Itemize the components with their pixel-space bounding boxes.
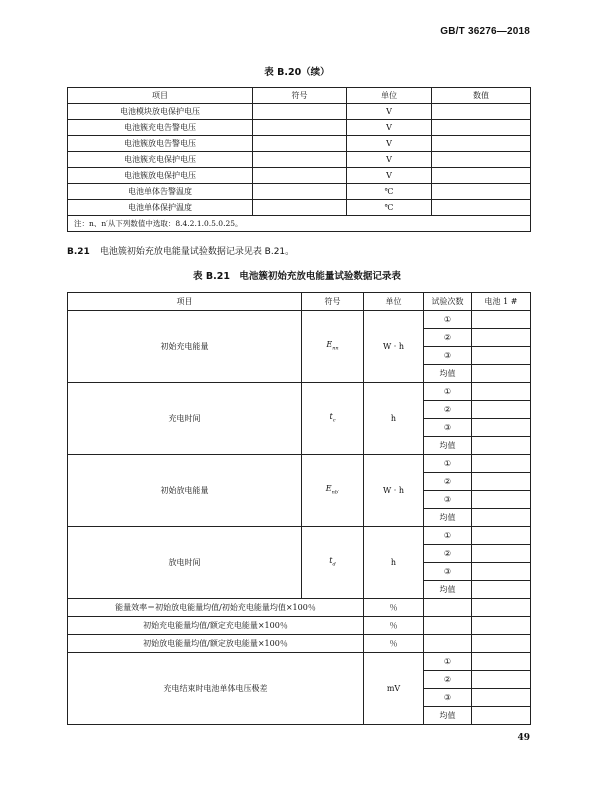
table-header-row — [68, 293, 531, 311]
table-b21 — [67, 292, 531, 725]
table-row — [68, 527, 531, 545]
unit-cell: h — [364, 383, 424, 455]
trial-cell: ② — [424, 545, 472, 563]
value-cell — [432, 168, 531, 184]
value-cell — [472, 401, 531, 419]
item-cell: 电池簇充电保护电压 — [68, 152, 253, 168]
unit-cell: ％ — [364, 635, 424, 653]
item-cell: 初始充电能量 — [68, 311, 302, 383]
trial-cell: ② — [424, 671, 472, 689]
item-cell: 初始放电能量 — [68, 455, 302, 527]
table-row — [68, 136, 531, 152]
table-row — [68, 653, 531, 671]
symbol-cell: $t_c$ — [302, 383, 364, 455]
value-cell — [432, 136, 531, 152]
trial-cell: ③ — [424, 419, 472, 437]
trial-cell: ① — [424, 311, 472, 329]
clause-number: B.21 — [67, 247, 90, 257]
value-cell — [432, 184, 531, 200]
trial-cell: ② — [424, 401, 472, 419]
value-cell — [432, 104, 531, 120]
value-cell — [472, 671, 531, 689]
unit-cell: mV — [364, 653, 424, 725]
column-header: 试验次数 — [424, 293, 472, 311]
symbol-cell — [253, 152, 347, 168]
table-note-row — [68, 216, 531, 232]
trial-cell: ③ — [424, 689, 472, 707]
value-cell — [472, 599, 531, 617]
value-cell — [472, 617, 531, 635]
trial-cell: ① — [424, 383, 472, 401]
unit-cell: V — [347, 104, 432, 120]
table-b20-caption: 表 B.20（续） — [264, 67, 330, 78]
value-cell — [472, 437, 531, 455]
value-cell — [472, 545, 531, 563]
column-header: 数值 — [432, 88, 531, 104]
value-cell — [472, 311, 531, 329]
unit-cell: V — [347, 152, 432, 168]
value-cell — [432, 152, 531, 168]
table-row — [68, 455, 531, 473]
trial-cell: ③ — [424, 491, 472, 509]
value-cell — [472, 635, 531, 653]
value-cell — [472, 455, 531, 473]
column-header: 符号 — [302, 293, 364, 311]
item-cell: 放电时间 — [68, 527, 302, 599]
symbol-cell — [253, 168, 347, 184]
item-cell: 电池簇充电告警电压 — [68, 120, 253, 136]
value-cell — [472, 707, 531, 725]
symbol-cell — [253, 120, 347, 136]
unit-cell: V — [347, 136, 432, 152]
unit-cell: V — [347, 168, 432, 184]
value-cell — [472, 419, 531, 437]
value-cell — [472, 527, 531, 545]
item-cell: 初始充电能量均值/额定充电能量×100％ — [68, 617, 364, 635]
value-cell — [472, 383, 531, 401]
value-cell — [472, 509, 531, 527]
value-cell — [472, 581, 531, 599]
trial-cell: ① — [424, 527, 472, 545]
column-header: 电池 1 # — [472, 293, 531, 311]
symbol-cell — [253, 184, 347, 200]
value-cell — [472, 365, 531, 383]
value-cell — [432, 120, 531, 136]
trial-cell: ③ — [424, 347, 472, 365]
value-cell — [432, 200, 531, 216]
table-header-row — [68, 88, 531, 104]
value-cell — [472, 653, 531, 671]
symbol-cell — [253, 200, 347, 216]
page-number: 49 — [517, 733, 530, 743]
trial-cell: ③ — [424, 563, 472, 581]
table-row — [68, 168, 531, 184]
clause-text: 电池簇初始充放电能量试验数据记录见表 B.21。 — [99, 247, 295, 257]
table-row — [68, 152, 531, 168]
trial-cell: 均值 — [424, 707, 472, 725]
unit-cell: ℃ — [347, 200, 432, 216]
table-b21-caption: 表 B.21 电池簇初始充放电能量试验数据记录表 — [193, 271, 401, 282]
item-cell: 电池模块放电保护电压 — [68, 104, 253, 120]
trial-cell: ① — [424, 455, 472, 473]
value-cell — [472, 491, 531, 509]
item-cell: 能量效率＝初始放电能量均值/初始充电能量均值×100％ — [68, 599, 364, 617]
symbol-cell — [253, 136, 347, 152]
trial-cell: 均值 — [424, 365, 472, 383]
unit-cell: ％ — [364, 617, 424, 635]
symbol-cell: $E_{nn}$ — [302, 311, 364, 383]
trial-cell: ① — [424, 653, 472, 671]
item-cell: 充电结束时电池单体电压极差 — [68, 653, 364, 725]
trial-cell — [424, 599, 472, 617]
value-cell — [472, 563, 531, 581]
symbol-cell: $E_{nb'}$ — [302, 455, 364, 527]
paragraph-b21 — [67, 244, 294, 257]
table-row — [68, 635, 531, 653]
trial-cell: 均值 — [424, 581, 472, 599]
item-cell: 电池簇放电保护电压 — [68, 168, 253, 184]
unit-cell: W · h — [364, 455, 424, 527]
table-row — [68, 200, 531, 216]
table-row — [68, 184, 531, 200]
trial-cell: ② — [424, 473, 472, 491]
value-cell — [472, 689, 531, 707]
trial-cell — [424, 635, 472, 653]
unit-cell: V — [347, 120, 432, 136]
column-header: 单位 — [347, 88, 432, 104]
unit-cell: W · h — [364, 311, 424, 383]
trial-cell: 均值 — [424, 437, 472, 455]
column-header: 项目 — [68, 293, 302, 311]
trial-cell: 均值 — [424, 509, 472, 527]
column-header: 单位 — [364, 293, 424, 311]
table-b20 — [67, 87, 531, 232]
standard-number: GB/T 36276—2018 — [440, 26, 530, 37]
trial-cell: ② — [424, 329, 472, 347]
table-row — [68, 617, 531, 635]
item-cell: 电池单体告警温度 — [68, 184, 253, 200]
symbol-cell — [253, 104, 347, 120]
table-row — [68, 383, 531, 401]
value-cell — [472, 329, 531, 347]
unit-cell: h — [364, 527, 424, 599]
table-row — [68, 599, 531, 617]
unit-cell: ％ — [364, 599, 424, 617]
table-row — [68, 104, 531, 120]
table-row — [68, 120, 531, 136]
item-cell: 充电时间 — [68, 383, 302, 455]
item-cell: 电池单体保护温度 — [68, 200, 253, 216]
trial-cell — [424, 617, 472, 635]
column-header: 符号 — [253, 88, 347, 104]
item-cell: 电池簇放电告警电压 — [68, 136, 253, 152]
item-cell: 初始放电能量均值/额定放电能量×100％ — [68, 635, 364, 653]
value-cell — [472, 347, 531, 365]
table-note: 注：n、n′从下列数值中选取：8.4.2.1.0.5.0.25。 — [68, 216, 531, 232]
table-row — [68, 311, 531, 329]
value-cell — [472, 473, 531, 491]
symbol-cell: $t_d$ — [302, 527, 364, 599]
column-header: 项目 — [68, 88, 253, 104]
unit-cell: ℃ — [347, 184, 432, 200]
